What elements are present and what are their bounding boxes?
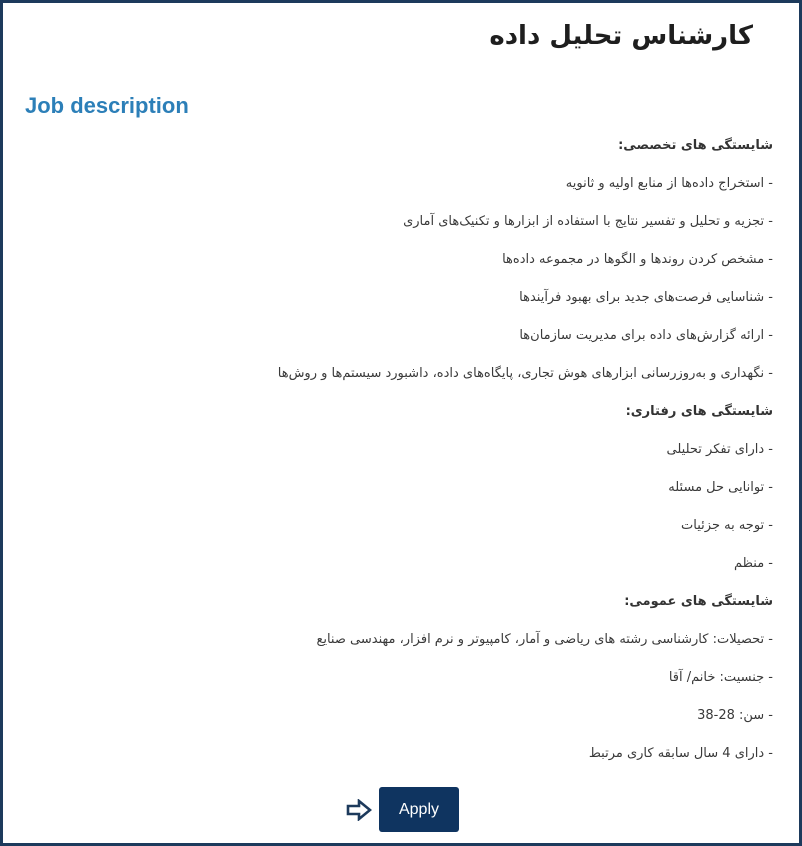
apply-area [346,787,459,832]
description-item: - منظم [733,556,773,571]
description-section-heading: شایستگی های رفتاری: [625,404,773,419]
description-item: - سن: 28-38 [697,708,773,723]
description-item: - تحصیلات: کارشناسی رشته های ریاضی و آمار، کامپیوتر و نرم افزار، مهندسی صنایع [316,632,773,647]
job-title: کارشناس تحلیل داده [489,21,753,51]
description-item: - دارای تفکر تحلیلی [666,442,773,457]
arrow-right-icon [346,799,372,821]
description-item: - تجزیه و تحلیل و تفسیر نتایج با استفاده از ابزارها و تکنیک‌های آماری [403,214,773,229]
description-item: - مشخص کردن روندها و الگوها در مجموعه داده‌ها [502,252,773,267]
description-section-heading: شایستگی های عمومی: [624,594,773,609]
description-item: - ارائه گزارش‌های داده برای مدیریت سازمان‌ها [519,328,773,343]
description-item: - دارای 4 سال سابقه کاری مرتبط [588,746,773,761]
description-item: - جنسیت: خانم/ آقا [668,670,773,685]
description-item: - استخراج داده‌ها از منابع اولیه و ثانویه [565,176,773,191]
description-item: - توجه به جزئیات [681,518,773,533]
description-item: - توانایی حل مسئله [668,480,773,495]
description-section-heading: شایستگی های تخصصی: [618,138,773,153]
apply-button[interactable]: Apply [379,787,459,832]
description-item: - نگهداری و به‌روزرسانی ابزارهای هوش تجاری، پایگاه‌های داده، داشبورد سیستم‌ها و روش‌ها [277,366,773,381]
job-description-heading: Job description [25,93,189,118]
description-item: - شناسایی فرصت‌های جدید برای بهبود فرآیندها [519,290,773,305]
job-description-list [33,134,773,780]
